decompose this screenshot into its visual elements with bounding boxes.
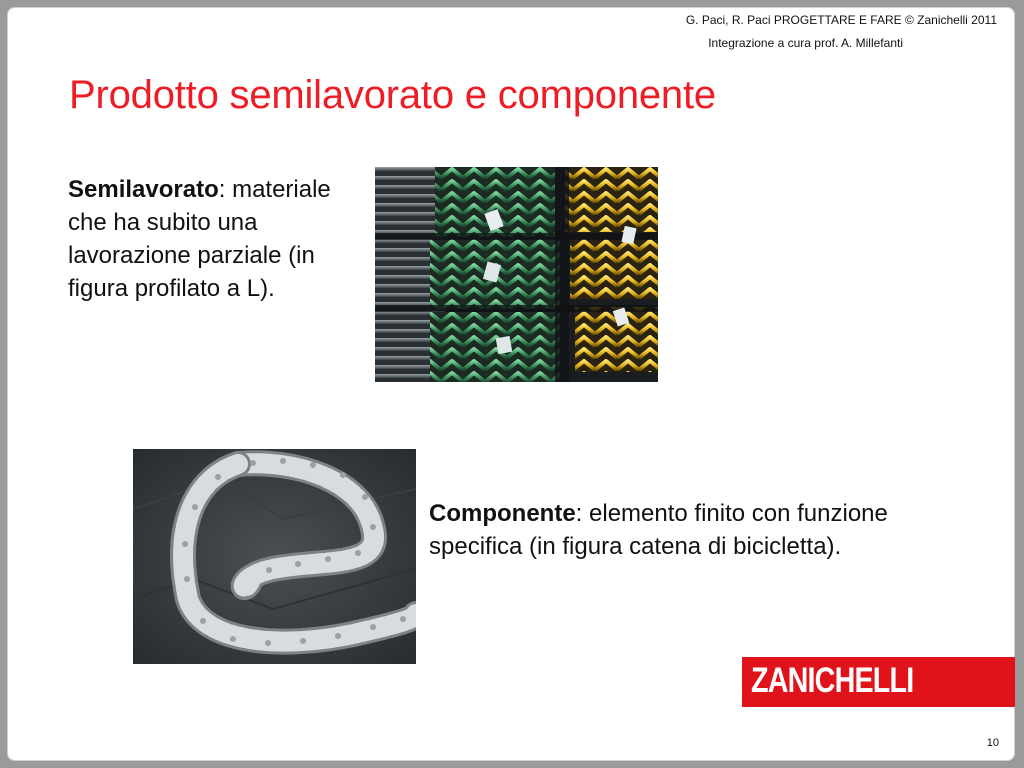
semilavorato-definition bbox=[68, 173, 353, 305]
l-profile-steel-photo bbox=[375, 167, 658, 382]
componente-text: : elemento finito con funzione specifica (in figura catena di bicicletta). bbox=[429, 500, 888, 560]
logo-text: ZANICHELLI bbox=[751, 661, 914, 700]
semilavorato-text: : materiale che ha subito una lavorazione parziale (in figura profilato a L). bbox=[68, 176, 331, 302]
credits-line-1: G. Paci, R. Paci PROGETTARE E FARE © Zanichelli 2011 bbox=[685, 13, 997, 27]
credits bbox=[686, 14, 997, 49]
zanichelli-logo bbox=[742, 657, 1015, 707]
bicycle-chain-illustration bbox=[133, 449, 416, 664]
componente-term: Componente bbox=[429, 500, 576, 527]
page-number: 10 bbox=[986, 737, 999, 749]
slide bbox=[7, 7, 1015, 761]
slide-title: Prodotto semilavorato e componente bbox=[69, 73, 716, 117]
l-profile-steel-illustration bbox=[375, 167, 658, 382]
componente-definition bbox=[429, 497, 959, 563]
bicycle-chain-photo bbox=[133, 449, 416, 664]
semilavorato-term: Semilavorato bbox=[68, 176, 219, 203]
credits-line-2: Integrazione a cura prof. A. Millefanti bbox=[708, 36, 903, 50]
